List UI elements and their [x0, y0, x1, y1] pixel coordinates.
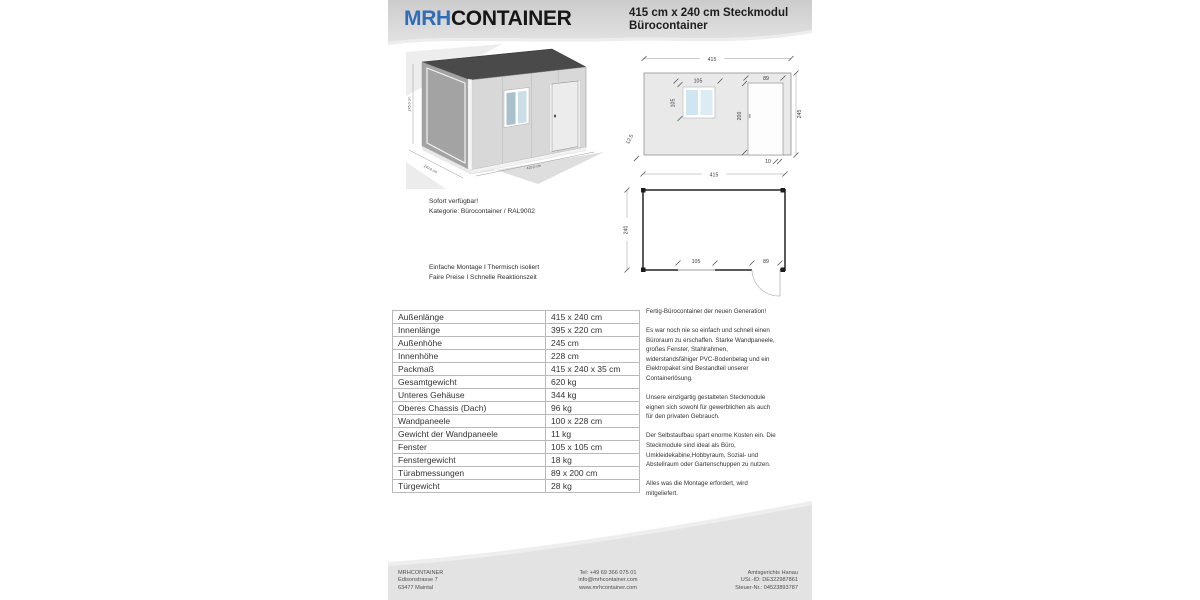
brand-logo-mrh: MRH: [404, 7, 451, 30]
spec-label: Fenstergewicht: [393, 454, 546, 467]
page-title: [629, 7, 788, 32]
spec-value: 344 kg: [546, 389, 640, 402]
spec-value: 245 cm: [546, 337, 640, 350]
elev-offset-label: 10: [765, 159, 771, 165]
window-pane-right: [518, 91, 527, 124]
table-row: [393, 389, 640, 402]
spec-value: 100 x 228 cm: [546, 415, 640, 428]
spec-value: 415 x 240 x 35 cm: [546, 363, 640, 376]
table-row: [393, 467, 640, 480]
dim-tick: [634, 156, 639, 161]
table-row: [393, 454, 640, 467]
elev-window-height-label: 105: [670, 98, 677, 108]
elev-width-label: 415: [707, 57, 717, 63]
spec-value: 620 kg: [546, 376, 640, 389]
spec-label: Fenster: [393, 441, 546, 454]
spec-label: Innenlänge: [393, 324, 546, 337]
spec-value: 18 kg: [546, 454, 640, 467]
availability-text: Sofort verfügbar!: [429, 198, 479, 205]
spec-label: Gewicht der Wandpaneele: [393, 428, 546, 441]
footer-address: [398, 570, 443, 592]
plan-window-label: 105: [691, 259, 701, 265]
spec-value: 228 cm: [546, 350, 640, 363]
door-opening: [752, 268, 780, 272]
description-paragraph: Es war noch nie so einfach und schnell einen Büroraum zu erschaffen. Starke Wandpaneele, großes Fenster, Stahlrahmen, widerstandsfähiger PVC-Bodenbelag und ein Elektropaket sind Bestandteil unserer Containerlösung.: [646, 327, 775, 383]
elevation-door: [748, 83, 783, 155]
corner-post-tl: [641, 188, 646, 193]
corner-post-bl: [641, 268, 646, 273]
door-swing-arc: [752, 270, 780, 296]
floorplan-drawing: [616, 163, 808, 300]
spec-label: Türgewicht: [393, 480, 546, 493]
description-paragraph: Fertig-Bürocontainer der neuen Generation!: [646, 308, 767, 315]
table-row: [393, 350, 640, 363]
footer-tax-number: Steuer-Nr.: 04523893787: [735, 584, 798, 591]
table-row: [393, 441, 640, 454]
table-row: [393, 376, 640, 389]
category-text: Kategorie: Bürocontainer / RAL9002: [429, 207, 535, 215]
table-row: [393, 415, 640, 428]
table-row: [393, 337, 640, 350]
spec-label: Außenhöhe: [393, 337, 546, 350]
elev-door-height-label: 200: [737, 111, 743, 121]
elevation-window-pane-right: [701, 90, 713, 115]
elev-base-label: 12.5: [625, 133, 636, 146]
corner-post: [468, 79, 472, 171]
elev-window-width-label: 105: [693, 78, 703, 85]
footer-street: Edisonstrasse 7: [398, 577, 438, 584]
table-row: [393, 311, 640, 324]
iso-length-label: 415,0 cm: [526, 163, 542, 171]
page-title-line1: 415 cm x 240 cm Steckmodul: [629, 7, 789, 19]
elevation-door-handle: [749, 114, 751, 118]
table-row: [393, 402, 640, 415]
description-paragraph: Der Selbstaufbau spart enorme Kosten ein. Die Steckmodule sind ideal als Büro, Umkleidekabine,Hobbyraum, Sozial- und Abstellraum oder Gartenschuppen zu nutzen.: [646, 432, 776, 469]
spec-label: Packmaß: [393, 363, 546, 376]
iso-height-label: 245,0 cm: [407, 96, 412, 112]
spec-value: 89 x 200 cm: [546, 467, 640, 480]
spec-value: 395 x 220 cm: [546, 324, 640, 337]
table-row: [393, 324, 640, 337]
spec-value: 105 x 105 cm: [546, 441, 640, 454]
features-line1: Einfache Montage I Thermisch isoliert: [429, 264, 540, 271]
elevation-drawing: [616, 48, 808, 170]
window-pane-left: [507, 92, 516, 125]
plan-width-label: 415: [709, 172, 719, 179]
plan-door-label: 89: [763, 259, 769, 265]
description-paragraph: Unsere einzigartig gestalteten Steckmodule eignen sich sowohl für gewerblichen als auch für den privaten Gebrauch.: [646, 394, 771, 421]
door-handle: [554, 115, 556, 118]
spec-sheet-page: [388, 0, 812, 600]
table-row: [393, 363, 640, 376]
description-paragraph: Alles was die Montage erfordert, wird mitgeliefert.: [646, 480, 748, 497]
floorplan-walls: [643, 190, 785, 270]
footer-website[interactable]: www.mrhcontainer.com: [579, 584, 637, 591]
features-line2: Faire Preise I Schnelle Reaktionszeit: [429, 273, 537, 281]
spec-label: Türabmessungen: [393, 467, 546, 480]
spec-value: 28 kg: [546, 480, 640, 493]
footer-company: MRHCONTAINER: [398, 570, 444, 576]
elev-door-width-label: 89: [763, 76, 769, 82]
footer-email[interactable]: info@mrhcontainer.com: [578, 577, 638, 584]
footer-contact: [538, 570, 678, 592]
spec-label: Wandpaneele: [393, 415, 546, 428]
brand-logo: [404, 7, 572, 31]
page-title-line2: Bürocontainer: [629, 19, 708, 32]
spec-label: Oberes Chassis (Dach): [393, 402, 546, 415]
spec-label: Außenlänge: [393, 311, 546, 324]
plan-depth-label: 240: [623, 225, 630, 235]
spec-label: Gesamtgewicht: [393, 376, 546, 389]
footer-city: 63477 Maintal: [398, 584, 434, 591]
spec-label: Innenhöhe: [393, 350, 546, 363]
description-column: [646, 307, 778, 508]
footer-court: Amtsgerichts Hanau: [747, 570, 798, 576]
iso-depth-label: 240,0 cm: [422, 163, 438, 175]
spec-value: 415 x 240 cm: [546, 311, 640, 324]
footer-vat-id: USt.-ID: DE322987861: [740, 577, 798, 584]
spec-value: 96 kg: [546, 402, 640, 415]
container-3d-drawing: [406, 44, 611, 189]
table-row: [393, 428, 640, 441]
footer-phone: Tel: +49 69 366 075 01: [579, 570, 637, 576]
elevation-window-pane-left: [686, 90, 698, 115]
corner-post-br: [781, 268, 786, 273]
spec-value: 11 kg: [546, 428, 640, 441]
brand-logo-container: CONTAINER: [450, 7, 572, 30]
container-left-wall: [422, 62, 470, 170]
availability-block: [429, 197, 535, 216]
spec-table: [392, 310, 640, 493]
elev-height-label: 245: [797, 109, 803, 119]
corner-post-tr: [781, 188, 786, 193]
spec-label: Unteres Gehäuse: [393, 389, 546, 402]
features-block: [429, 263, 539, 282]
footer-legal: [735, 570, 798, 592]
